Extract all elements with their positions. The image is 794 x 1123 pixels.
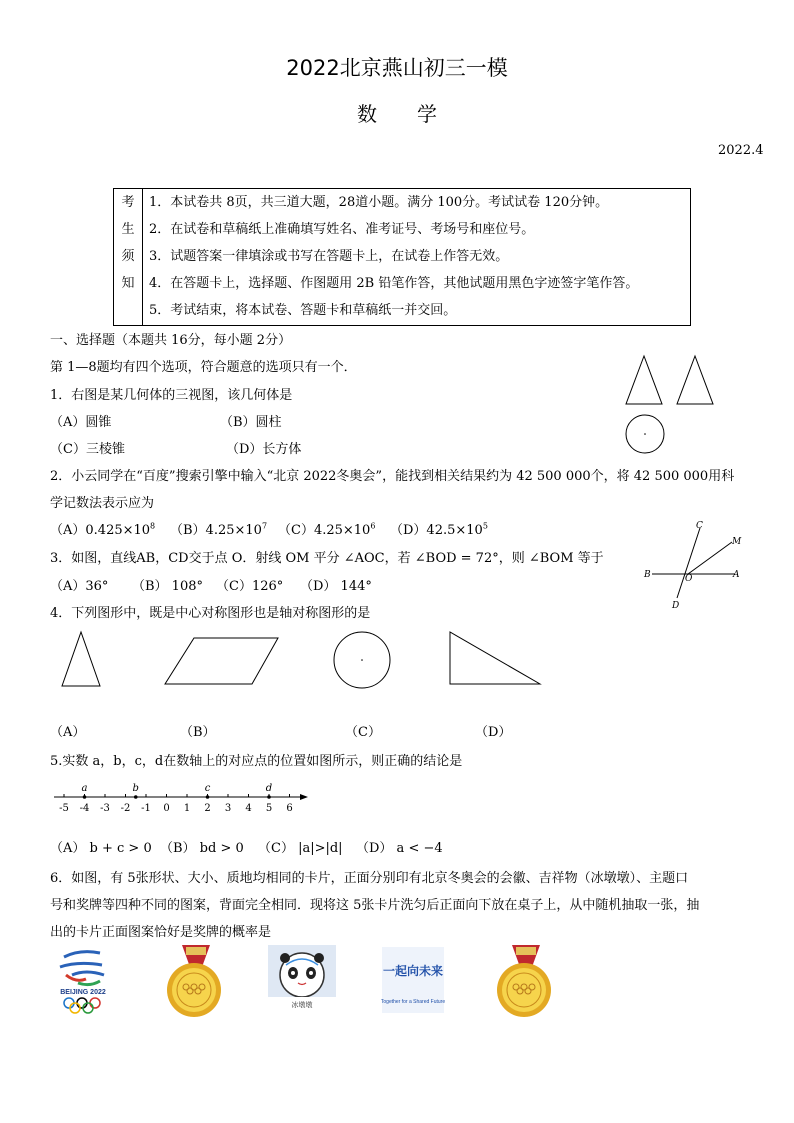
slogan-card	[380, 945, 446, 1015]
gold-medal-card	[490, 945, 554, 1017]
bing-dwen-dwen-icon	[280, 953, 324, 997]
top-view-center-dot	[644, 433, 646, 435]
q3-angle-figure	[640, 518, 750, 613]
q3-option-d: （D） 144°	[300, 579, 372, 594]
olympic-emblem-card	[50, 945, 116, 1015]
label-a: A	[733, 570, 740, 580]
notice-rule: 4．在答题卡上，选择题、作图题用 2B 铅笔作答，其他试题用黑色字迹签字笔作答。	[149, 276, 639, 291]
notice-rule: 3．试题答案一律填涂或书写在答题卡上，在试卷上作答无效。	[149, 249, 509, 264]
notice-side-label	[114, 189, 143, 326]
q2-option-b: $(B)4.25\times 10^7$	[170, 521, 268, 538]
side-view-triangle	[677, 356, 713, 404]
number-line-tick-label: -2	[120, 803, 131, 814]
q5-option-b: （B） bd > 0	[160, 841, 244, 856]
label-o: O	[685, 574, 693, 584]
q6-stem-line1: 6．如图，有 5张形状、大小、质地均相同的卡片，正面分别印有北京冬奥会的会徽、吉祥物（冰墩墩）、主题口	[50, 871, 689, 886]
number-line-arrow	[300, 794, 308, 800]
number-line-tick-label: 3	[224, 803, 232, 814]
number-line-tick-label: 1	[183, 803, 191, 814]
slogan-english: Together for a Shared Future	[380, 999, 446, 1005]
q1-option-c: （C）三棱锥	[50, 442, 125, 457]
notice-rule: 2．在试卷和草稿纸上准确填写姓名、准考证号、考场号和座位号。	[149, 222, 535, 237]
gold-medal-card	[160, 945, 224, 1017]
q4-option-d: （D）	[475, 725, 512, 740]
q3-stem: 3．如图，直线AB，CD交于点 O．射线 OM 平分 ∠AOC，若 ∠BOD = 72°，则 ∠BOM 等于	[50, 551, 604, 566]
q6-stem-line3: 出的卡片正面图案恰好是奖牌的概率是	[50, 925, 272, 940]
notice-char: 须	[121, 249, 135, 264]
q1-option-d: （D）长方体	[226, 442, 302, 457]
label-d: D	[672, 601, 680, 611]
notice-char: 知	[121, 276, 135, 291]
q3-option-b: （B） 108°	[132, 579, 203, 594]
number-line-tick-label: -3	[100, 803, 110, 814]
q1-option-a: （A）圆锥	[50, 415, 112, 430]
q4-option-c: （C）	[345, 725, 381, 740]
slogan-chinese: 一起向未来	[382, 964, 444, 978]
number-line-tick-label: 0	[163, 803, 170, 814]
section-intro: 第 1—8题均有四个选项，符合题意的选项只有一个．	[50, 360, 357, 375]
notice-rule: 1．本试卷共 8页，共三道大题，28道小题。满分 100分。考试试卷 120分钟。	[149, 195, 609, 210]
notice-char: 生	[121, 222, 135, 237]
number-line-point-label: d	[265, 783, 273, 794]
q6-stem-line2: 号和奖牌等四种不同的图案，背面完全相同．现将这 5张卡片洗匀后正面向下放在桌子上，从中随机抽取一张，抽	[50, 898, 700, 913]
mascot-name: 冰墩墩	[291, 1001, 313, 1009]
number-line-tick-label: -5	[59, 803, 69, 814]
front-view-triangle	[626, 356, 662, 404]
q5-option-c: （C） |a|>|d|	[258, 841, 343, 856]
number-line-point-label: c	[204, 783, 211, 794]
parallelogram-shape	[165, 638, 278, 684]
q2-stem-line1: 2．小云同学在“百度”搜索引擎中输入“北京 2022冬奥会”，能找到相关结果约为 42 500 000个，将 42 500 000用科	[50, 469, 735, 484]
number-line-point-label: a	[81, 783, 88, 794]
number-line-tick-label: 5	[265, 803, 273, 814]
number-line-tick-label: -1	[141, 803, 151, 814]
number-line-point-b	[134, 795, 138, 799]
q5-option-d: （D） a < −4	[356, 841, 443, 856]
number-line-tick-label: -4	[79, 803, 90, 814]
exam-date: 2022.4	[718, 143, 764, 158]
label-b: B	[644, 570, 651, 580]
ray-om	[688, 542, 732, 574]
q1-three-views-figure	[620, 352, 720, 462]
gold-medal-icon	[497, 945, 551, 1017]
notice-rules	[143, 189, 691, 326]
q3-option-a: （A）36°	[50, 579, 109, 594]
emblem-text: BEIJING 2022	[60, 989, 106, 996]
q4-option-a: （A）	[50, 725, 86, 740]
q2-option-a: $(A)0.425\times 10^8$	[50, 521, 156, 538]
number-line-point-d	[267, 795, 271, 799]
q5-option-a: （A） b + c > 0	[50, 841, 152, 856]
q2-option-c: $(C)4.25\times 10^6$	[278, 521, 376, 538]
q1-option-b: （B）圆柱	[220, 415, 282, 430]
subject-title: 数 学	[357, 102, 437, 126]
right-triangle-shape	[450, 632, 540, 684]
number-line-point-c	[206, 795, 210, 799]
q1-stem: 1．右图是某几何体的三视图，该几何体是	[50, 388, 293, 403]
notice-char: 考	[121, 195, 135, 210]
circle-center-dot	[361, 659, 363, 661]
number-line-tick-label: 4	[245, 803, 252, 814]
number-line-point-label: b	[132, 783, 139, 794]
exam-title: 2022北京燕山初三一模	[286, 56, 508, 80]
q4-option-b: （B）	[180, 725, 216, 740]
q5-number-line	[50, 778, 320, 818]
q5-stem: 5.实数 a，b，c，d在数轴上的对应点的位置如图所示，则正确的结论是	[50, 754, 463, 769]
number-line-point-a	[83, 795, 87, 799]
number-line-tick-label: 2	[204, 803, 211, 814]
label-m: M	[732, 537, 742, 547]
isosceles-triangle-shape	[62, 632, 100, 686]
q4-stem: 4．下列图形中，既是中心对称图形也是轴对称图形的是	[50, 606, 371, 621]
line-cd	[677, 528, 700, 598]
exam-notice-box	[113, 188, 691, 326]
q2-stem-line2: 学记数法表示应为	[50, 496, 155, 511]
number-line-tick-label: 6	[286, 803, 293, 814]
q4-figures	[50, 628, 570, 698]
q2-option-d: $(D)42.5\times 10^5$	[390, 521, 488, 538]
mascot-card	[268, 945, 336, 1015]
label-c: C	[696, 521, 703, 531]
gold-medal-icon	[167, 945, 221, 1017]
notice-rule: 5．考试结束，将本试卷、答题卡和草稿纸一并交回。	[149, 303, 457, 318]
q3-option-c: （C）126°	[216, 579, 284, 594]
section-heading: 一、选择题（本题共 16分，每小题 2分）	[50, 333, 292, 348]
